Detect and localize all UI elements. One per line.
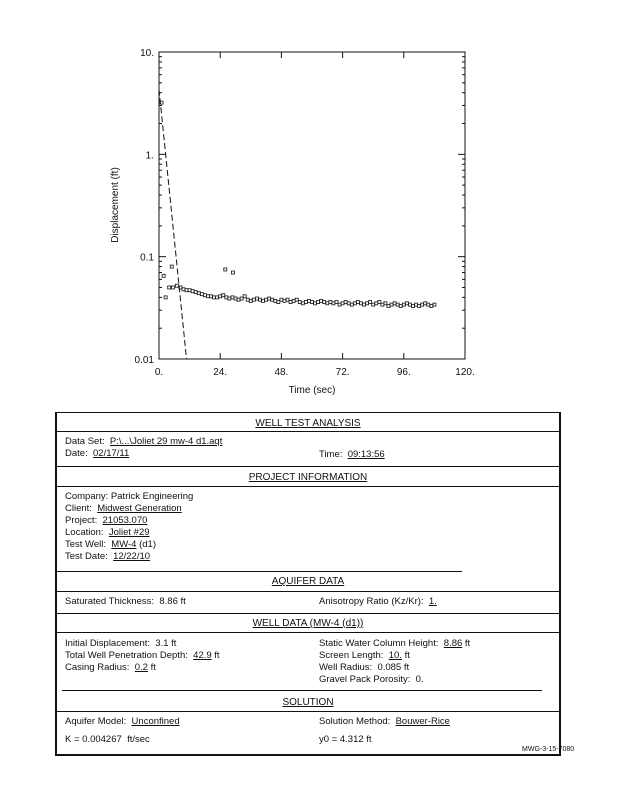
data-point: [326, 302, 329, 305]
y-tick-label: 0.1: [140, 252, 154, 264]
y-axis-title: Displacement (ft): [110, 167, 121, 243]
data-point: [280, 298, 283, 301]
data-point: [335, 301, 338, 304]
data-point: [366, 302, 369, 305]
data-point: [197, 292, 200, 295]
well-test-report: [55, 413, 561, 756]
x-axis-title: Time (sec): [288, 385, 336, 396]
data-point: [206, 295, 209, 298]
data-point: [298, 301, 301, 304]
data-point: [213, 296, 216, 299]
x-tick-label: 0.: [154, 367, 164, 378]
data-point: [311, 301, 314, 304]
data-point: [258, 298, 261, 301]
company-row: Company: Patrick Engineering: [65, 491, 194, 502]
data-point: [228, 297, 231, 300]
data-point: [168, 286, 171, 289]
data-point: [231, 271, 234, 274]
data-point: [424, 302, 427, 305]
data-point: [262, 299, 265, 302]
data-point: [268, 297, 271, 300]
data-point: [430, 304, 433, 307]
data-point: [387, 304, 390, 307]
data-point: [191, 290, 194, 293]
date-value: 02/17/11: [93, 448, 130, 459]
divider: [57, 591, 559, 592]
data-point: [402, 303, 405, 306]
y-minor-ticks: [159, 57, 465, 329]
gravel-pack-row: Gravel Pack Porosity: 0.: [319, 674, 424, 685]
data-point: [314, 302, 317, 305]
data-point: [332, 302, 335, 305]
data-point: [271, 298, 274, 301]
test-date-row: Test Date: 12/22/10: [65, 551, 151, 562]
data-point: [344, 301, 347, 304]
data-point: [359, 302, 362, 305]
data-point: [347, 302, 350, 305]
x-tick-label: 24.: [213, 367, 228, 378]
data-point: [369, 301, 372, 304]
data-point: [375, 302, 378, 305]
report-title: WELL TEST ANALYSIS: [255, 418, 361, 429]
data-point: [252, 298, 255, 301]
data-point: [172, 286, 175, 289]
k-result-row: K = 0.004267 ft/sec: [65, 734, 150, 745]
divider: [57, 466, 559, 467]
client-row: Client: Midwest Generation: [65, 503, 182, 514]
data-point: [421, 303, 424, 306]
y-tick-label: 10.: [140, 48, 154, 59]
data-point: [329, 301, 332, 304]
data-point: [249, 299, 252, 302]
data-point: [246, 298, 249, 301]
data-point: [350, 303, 353, 306]
data-marks: [159, 89, 436, 359]
time-value: 09:13:56: [347, 449, 385, 460]
well-radius-row: Well Radius: 0.085 ft: [319, 662, 410, 673]
static-water-column-row: Static Water Column Height: 8.86 ft: [319, 638, 471, 649]
solution-header: SOLUTION: [282, 697, 334, 708]
screen-length-row: Screen Length: 10. ft: [319, 650, 410, 661]
data-point: [182, 288, 185, 291]
x-tick-label: 48.: [274, 367, 289, 378]
total-penetration-row: Total Well Penetration Depth: 42.9 ft: [65, 650, 220, 661]
divider: [62, 690, 542, 691]
data-point: [399, 304, 402, 307]
x-tick-label: 96.: [396, 367, 411, 378]
data-point: [415, 303, 418, 306]
casing-radius-row: Casing Radius: 0.2 ft: [65, 662, 156, 673]
data-point: [200, 293, 203, 296]
data-point: [265, 298, 268, 301]
aquifer-model-row: Aquifer Model: Unconfined: [65, 716, 180, 727]
data-point: [194, 291, 197, 294]
anisotropy-row: Anisotropy Ratio (Kz/Kr): 1.: [319, 596, 437, 607]
test-well-row: Test Well: MW-4 (d1): [65, 539, 156, 550]
divider: [57, 613, 559, 614]
data-point: [216, 296, 219, 299]
y0-result-row: y0 = 4.312 ft: [319, 734, 372, 745]
data-point: [203, 294, 206, 297]
data-point: [338, 303, 341, 306]
data-point: [304, 301, 307, 304]
data-point: [418, 304, 421, 307]
x-tick-label: 120.: [455, 367, 475, 378]
data-point: [292, 299, 295, 302]
data-point: [372, 303, 375, 306]
project-row: Project: 21053.070: [65, 515, 148, 526]
y-ticks: [135, 48, 465, 366]
data-point: [225, 296, 228, 299]
data-point: [411, 304, 414, 307]
divider: [57, 431, 559, 432]
data-point: [317, 301, 320, 304]
location-row: Location: Joliet #29: [65, 527, 150, 538]
data-point: [356, 301, 359, 304]
y-tick-label: 1.: [145, 150, 154, 162]
data-point: [396, 303, 399, 306]
data-point: [393, 302, 396, 305]
data-point: [164, 296, 167, 299]
data-point: [277, 301, 280, 304]
data-point: [162, 274, 165, 277]
initial-displacement-row: Initial Displacement: 3.1 ft: [65, 638, 177, 649]
divider: [57, 711, 559, 712]
data-point: [210, 295, 213, 298]
data-point: [255, 297, 258, 300]
y-tick-label: 0.01: [134, 355, 154, 366]
fit-line: [159, 89, 187, 359]
x-tick-label: 72.: [335, 367, 350, 378]
saturated-thickness-row: Saturated Thickness: 8.86 ft: [65, 596, 186, 607]
data-point: [353, 302, 356, 305]
data-point: [224, 268, 227, 271]
data-point: [222, 294, 225, 297]
data-point: [301, 302, 304, 305]
date-row: Date: 02/17/11: [65, 448, 130, 459]
divider: [57, 486, 559, 487]
data-point: [405, 302, 408, 305]
data-point: [384, 302, 387, 305]
data-point: [286, 298, 289, 301]
data-point: [433, 303, 436, 306]
well-data-header: WELL DATA (MW-4 (d1)): [252, 618, 364, 629]
data-point: [185, 289, 188, 292]
data-point: [390, 303, 393, 306]
data-point: [363, 303, 366, 306]
project-information-header: PROJECT INFORMATION: [248, 472, 368, 483]
plot-frame: [159, 52, 465, 359]
data-point: [234, 297, 237, 300]
divider: [57, 632, 559, 633]
data-point: [378, 301, 381, 304]
data-set-row: Data Set: P:\...\Joliet 29 mw-4 d1.aqt: [65, 436, 223, 447]
data-point: [240, 297, 243, 300]
data-point: [188, 289, 191, 292]
data-point: [219, 295, 222, 298]
data-point: [237, 298, 240, 301]
data-point: [175, 284, 178, 287]
data-point: [274, 299, 277, 302]
data-point: [381, 303, 384, 306]
data-point: [243, 295, 246, 298]
data-point: [341, 302, 344, 305]
data-point: [289, 301, 292, 304]
divider: [57, 571, 462, 572]
solution-method-row: Solution Method: Bouwer-Rice: [319, 716, 450, 727]
data-point: [283, 299, 286, 302]
time-row: Time: 09:13:56: [319, 449, 385, 460]
data-set-value: P:\...\Joliet 29 mw-4 d1.aqt: [109, 436, 223, 447]
data-point: [427, 303, 430, 306]
data-point: [170, 265, 173, 268]
data-point: [231, 296, 234, 299]
data-point: [295, 298, 298, 301]
data-point: [323, 301, 326, 304]
aquifer-data-header: AQUIFER DATA: [271, 576, 345, 587]
data-point: [320, 299, 323, 302]
data-point: [408, 303, 411, 306]
figure-code: MWG-3-15-7080: [522, 746, 575, 753]
x-ticks: [155, 52, 475, 378]
data-point: [307, 299, 310, 302]
